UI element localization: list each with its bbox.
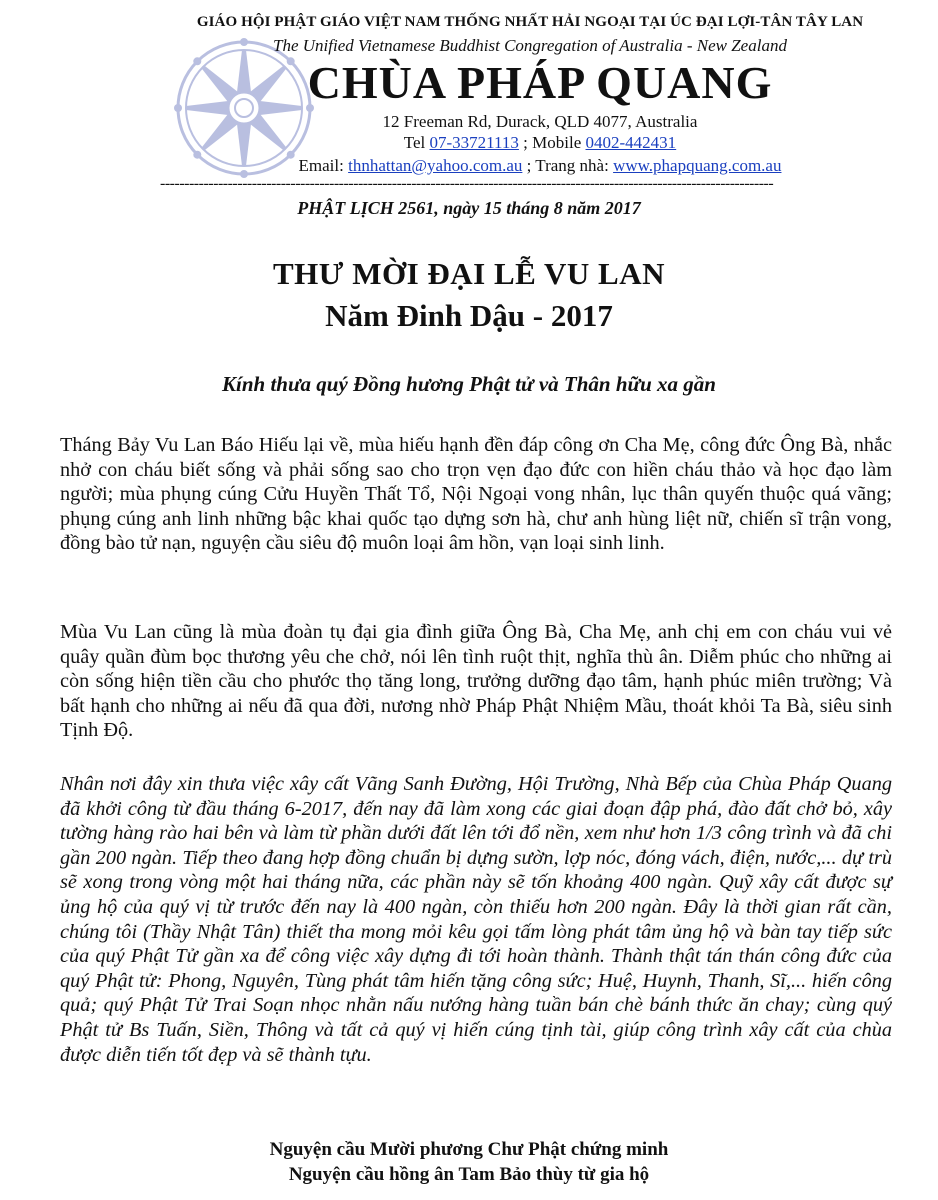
- org-name-vi: GIÁO HỘI PHẬT GIÁO VIỆT NAM THỐNG NHẤT HẢI NGOẠI TẠI ÚC ĐẠI LỢI-TÂN TÂY LAN: [196, 14, 864, 30]
- temple-name: CHÙA PHÁP QUANG: [307, 57, 773, 108]
- contact-line: [150, 156, 930, 176]
- tel-label: Tel: [403, 133, 430, 152]
- date-line: PHẬT LỊCH 2561, ngày 15 tháng 8 năm 2017: [297, 198, 641, 218]
- closing-line-1: Nguyện cầu Mười phương Chư Phật chứng minh: [269, 1139, 669, 1160]
- letter-subtitle: Năm Đinh Dậu - 2017: [325, 298, 613, 333]
- paragraph-1: Tháng Bảy Vu Lan Báo Hiếu lại về, mùa hiếu hạnh đền đáp công ơn Cha Mẹ, công đức Ông Bà, nhắc nhở con cháu biết sống và phải sống sao cho trọn vẹn đạo đức con hiền cháu thảo và học đạo làm người; mùa phụng cúng Cửu Huyền Thất Tổ, Nội Ngoại vong nhân, lục thân quyến thuộc quá vãng; phụng cúng anh linh những bậc khai quốc tạo dựng sơn hà, chư anh hùng liệt nữ, chiến sĩ trận vong, đồng bào tử nạn, nguyện cầu siêu độ muôn loại âm hồn, vạn loại sinh linh.: [60, 434, 892, 555]
- paragraph-3: Nhân nơi đây xin thưa việc xây cất Vãng Sanh Đường, Hội Trường, Nhà Bếp của Chùa Pháp Quang đã khởi công từ đầu tháng 6-2017, đến nay đã làm xong các giai đoạn đập phá, đào đất chở bỏ, xây tường hàng rào hai bên và làm từ phần dưới đất lên tới đổ nền, xem như hơn 1/3 công trình và đã chi gần 200 ngàn. Tiếp theo đang hợp đồng chuẩn bị dựng sườn, lợp nóc, đóng vách, điện, nước,... dự trù sẽ xong trong vòng một hai tháng nữa, các phần này sẽ tốn khoảng 400 ngàn. Quỹ xây cất được sự ủng hộ của quý vị từ trước đến nay là 400 ngàn, còn thiếu hơn 200 ngàn. Đây là thời gian rất cần, chúng tôi (Thầy Nhật Tân) thiết tha mong mỏi kêu gọi tấm lòng phát tâm ủng hộ và bàn tay tiếp sức của quý Phật Tử gần xa để công việc xây dựng đi tới hoàn thành. Thành thật tán thán công đức của quý Phật tử: Phong, Nguyên, Tùng phát tâm hiến tặng công sức; Huệ, Huynh, Thanh, Sĩ,... hiến công quả; quý Phật Tử Trai Soạn nhọc nhằn nấu nướng hàng tuần bán chè bánh thức ăn chay; cùng quý Phật tử Bs Tuấn, Siền, Thông và tất cả quý vị hiến cúng tịnh tài, giúp công trình xây cất của chùa được diễn tiến tốt đẹp và sẽ thành tựu.: [60, 773, 892, 1066]
- divider: -------------------------------------------------------------------------------------------------------------------------------: [160, 175, 774, 192]
- email-link[interactable]: thnhattan@yahoo.com.au: [348, 156, 523, 175]
- website-link[interactable]: www.phapquang.com.au: [613, 156, 782, 175]
- wheel-knob: [174, 104, 182, 112]
- phone-line: [200, 133, 880, 153]
- tel-link[interactable]: 07-33721113: [429, 133, 519, 152]
- greeting: Kính thưa quý Đồng hương Phật tử và Thân hữu xa gần: [222, 372, 716, 396]
- closing-line-2: Nguyện cầu hồng ân Tam Bảo thùy từ gia hộ: [288, 1164, 650, 1185]
- website-label: ; Trang nhà:: [522, 156, 614, 175]
- mobile-label: ; Mobile: [518, 133, 586, 152]
- paragraph-2: Mùa Vu Lan cũng là mùa đoàn tụ đại gia đình giữa Ông Bà, Cha Mẹ, anh chị em con cháu vui vẻ quây quần đùm bọc thương yêu che chở, nói lên tình ruột thịt, nghĩa thù ân. Diễm phúc cho những ai còn sống hiện tiền cầu cho phước thọ tăng long, trưởng dưỡng đạo tâm, hạnh phúc miên trường; Và bất hạnh cho những ai nếu đã qua đời, nương nhờ Pháp Phật Nhiệm Mầu, thoát khỏi Ta Bà, siêu sinh Tịnh Độ.: [60, 621, 892, 742]
- letter-title: THƯ MỜI ĐẠI LỄ VU LAN: [272, 256, 665, 291]
- org-name-en: The Unified Vietnamese Buddhist Congregation of Australia - New Zealand: [273, 36, 787, 55]
- address: 12 Freeman Rd, Durack, QLD 4077, Australia: [382, 112, 698, 131]
- mobile-link[interactable]: 0402-442431: [585, 133, 677, 152]
- email-label: Email:: [298, 156, 349, 175]
